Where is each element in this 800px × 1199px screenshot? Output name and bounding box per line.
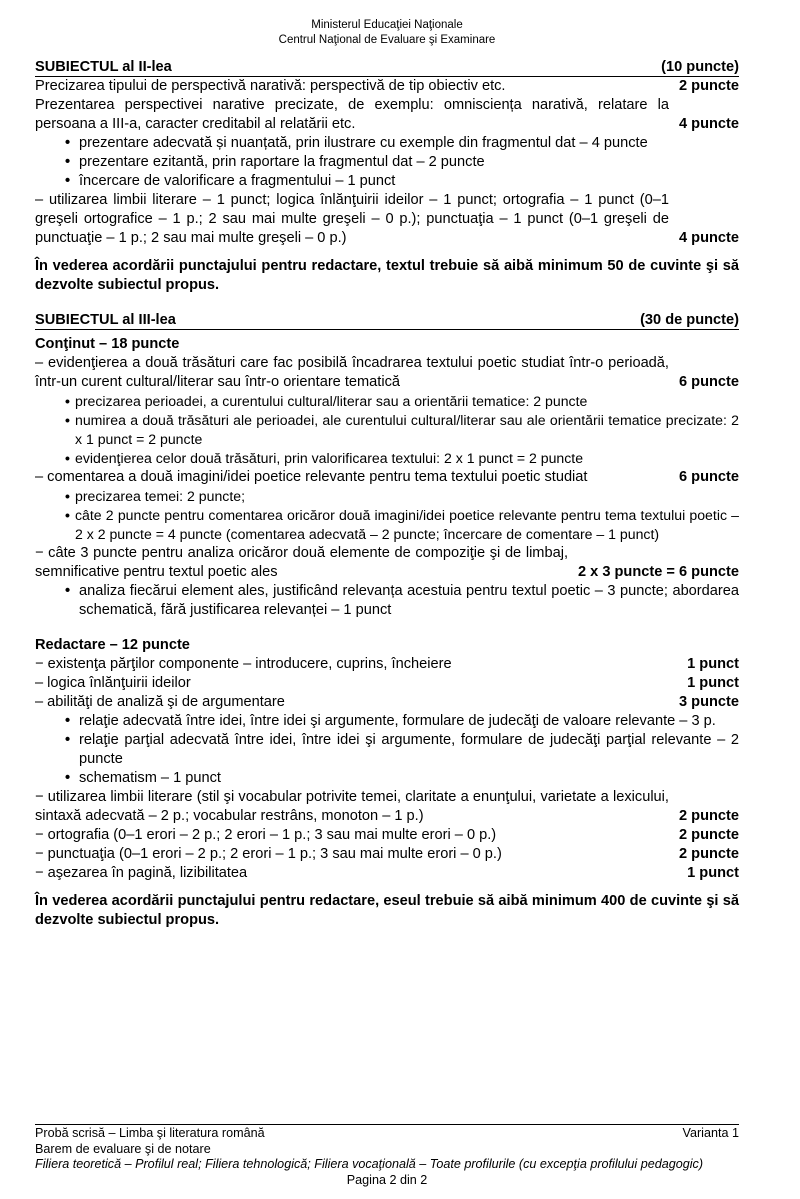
s2-item-1: Precizarea tipului de perspectivă narativă: perspectivă de tip obiectiv etc. 2 puncte <box>35 78 739 94</box>
list-item: • câte 2 puncte pentru comentarea oricăror două imagini/idei poetice relevante pentru tema textului poetic – 2 x 2 puncte = 4 puncte (comentarea adecvată – 2 puncte; încercare de comentare – 1 punct) <box>65 506 739 544</box>
center-name: Centrul Naţional de Evaluare şi Examinare <box>278 34 496 46</box>
section-2-title: SUBIECTUL al II-lea <box>35 59 172 75</box>
s3-redactare-3: – abilităţi de analiză şi de argumentare 3 puncte <box>35 694 739 710</box>
s3-redactare-2: – logica înlănţuirii ideilor 1 punct <box>35 675 739 691</box>
list-item: • evidenţierea celor două trăsături, prin valorificarea textului: 2 x 1 punct = 2 puncte <box>65 449 739 468</box>
list-item: • relaţie parţial adecvată între idei, între idei şi argumente, formulare de judecăţi parţial relevante – 2 puncte <box>65 731 739 769</box>
s2-note: În vederea acordării punctajului pentru redactare, textul trebuie să aibă minimum 50 de cuvinte şi să dezvolte subiectul propus. <box>35 258 739 293</box>
section-3-title: SUBIECTUL al III-lea <box>35 312 176 328</box>
s3-redactare-5: − ortografia (0–1 erori – 2 p.; 2 erori – 1 p.; 3 sau mai multe erori – 0 p.) 2 puncte <box>35 827 739 843</box>
list-item: • numirea a două trăsături ale perioadei, ale curentului cultural/literar sau ale orientării tematice precizate: 2 x 1 punct = 2 puncte <box>65 411 739 449</box>
page-header <box>35 18 739 48</box>
redactare-subheading: Redactare – 12 puncte <box>35 637 190 653</box>
list-item: • încercare de valorificare a fragmentului – 1 punct <box>65 172 739 191</box>
ministry-name: Ministerul Educaţiei Naţionale <box>311 19 463 31</box>
list-item: • precizarea temei: 2 puncte; <box>65 487 739 506</box>
s3-content-2: – comentarea a două imagini/idei poetice relevante pentru tema textului poetic studiat 6 puncte <box>35 469 739 485</box>
list-item: • prezentare ezitantă, prin raportare la fragmentul dat – 2 puncte <box>65 153 739 172</box>
s3-content-2-bullets <box>35 487 739 544</box>
s3-content-3-bullets <box>35 582 739 620</box>
s2-item-2: Prezentarea perspectivei narative precizate, de exemplu: omnisciența narativă, relatare la persoana a III-a, caracter creditabil al relatării etc. 4 puncte <box>35 97 739 132</box>
list-item: • precizarea perioadei, a curentului cultural/literar sau a orientării tematice: 2 puncte <box>65 392 739 411</box>
section-3-heading <box>35 311 739 330</box>
section-3-points: (30 de puncte) <box>640 312 739 328</box>
filiera-label: Filiera teoretică – Profilul real; Filiera tehnologică; Filiera vocaţională – Toate profilurile (cu excepţia profilului pedagogic) <box>35 1157 704 1171</box>
document-page <box>35 0 739 1199</box>
s3-content-3: − câte 3 puncte pentru analiza oricăror două elemente de compoziţie şi de limbaj, semnificative pentru textul poetic ales 2 x 3 puncte = 6 puncte <box>35 545 739 580</box>
variant-label: Varianta 1 <box>682 1126 739 1140</box>
list-item: • schematism – 1 punct <box>65 769 739 788</box>
section-2-points: (10 puncte) <box>661 59 739 75</box>
list-item: • prezentare adecvată și nuanțată, prin ilustrare cu exemple din fragmentul dat – 4 puncte <box>65 134 739 153</box>
exam-name: Probă scrisă – Limba şi literatura română <box>35 1126 265 1140</box>
section-2-heading <box>35 58 739 77</box>
barem-label: Barem de evaluare şi de notare <box>35 1141 211 1156</box>
s3-redactare-7: − aşezarea în pagină, lizibilitatea 1 punct <box>35 865 739 881</box>
s3-note: În vederea acordării punctajului pentru redactare, eseul trebuie să aibă minimum 400 de cuvinte şi să dezvolte subiectul propus. <box>35 893 739 928</box>
page-footer <box>35 1124 739 1188</box>
content-subheading: Conţinut – 18 puncte <box>35 336 180 352</box>
s3-redactare-6: − punctuaţia (0–1 erori – 2 p.; 2 erori – 1 p.; 3 sau mai multe erori – 0 p.) 2 puncte <box>35 846 739 862</box>
s3-redactare-1: − existenţa părţilor componente – introducere, cuprins, încheiere 1 punct <box>35 656 739 672</box>
s2-bullets <box>35 134 739 191</box>
s3-redactare-3-bullets <box>35 712 739 788</box>
s3-content-1: – evidenţierea a două trăsături care fac posibilă încadrarea textului poetic studiat într-o perioadă, într-un curent cultural/literar sau într-o orientare tematică 6 puncte <box>35 355 739 390</box>
page-content <box>35 58 739 930</box>
list-item: • analiza fiecărui element ales, justificând relevanța acestuia pentru textul poetic – 3 puncte; abordarea schematică, fără justificarea relevanței – 1 punct <box>65 582 739 620</box>
page-number: Pagina 2 din 2 <box>346 1172 428 1187</box>
s2-item-3: – utilizarea limbii literare – 1 punct; logica înlănţuirii ideilor – 1 punct; ortografia – 1 punct (0–1 greşeli ortografice – 1 p.; 2 sau mai multe greşeli – 0 p.); punctuaţia – 1 punct (0–1 greşeli de punctuaţie – 1 p.; 2 sau mai multe greşeli – 0 p.) 4 puncte <box>35 192 739 246</box>
list-item: • relaţie adecvată între idei, între idei şi argumente, formulare de judecăţi de valoare relevante – 3 p. <box>65 712 739 731</box>
s3-content-1-bullets <box>35 392 739 468</box>
s3-redactare-4: − utilizarea limbii literare (stil şi vocabular potrivite temei, claritate a enunţului, varietate a lexicului, sintaxă adecvată – 2 p.; vocabular restrâns, monoton – 1 p.) 2 puncte <box>35 789 739 824</box>
